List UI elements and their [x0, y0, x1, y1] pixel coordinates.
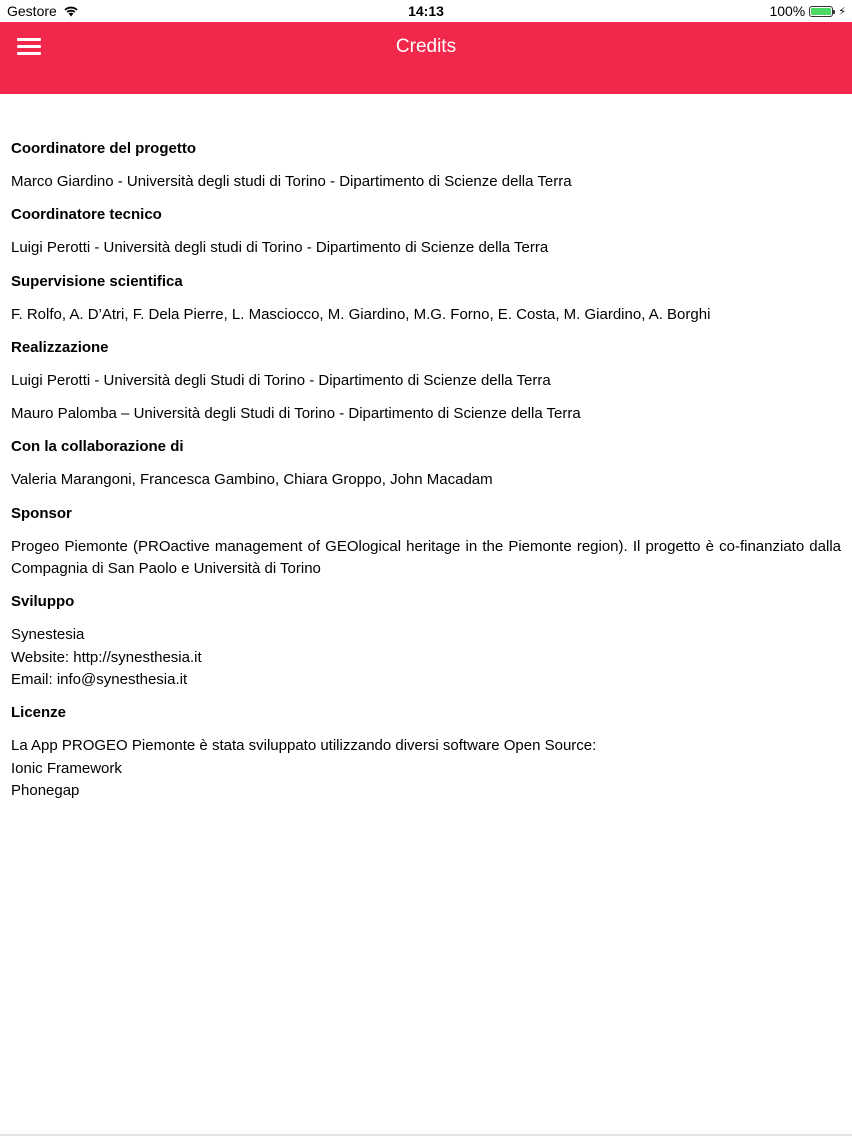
- section-text: [11, 735, 841, 802]
- section-heading: Coordinatore del progetto: [11, 140, 196, 157]
- section-text: Luigi Perotti - Università degli Studi di Torino - Dipartimento di Scienze della Terra: [11, 371, 551, 389]
- section-heading: Coordinatore tecnico: [11, 206, 162, 224]
- section-heading: Sponsor: [11, 504, 72, 522]
- section-heading: Con la collaborazione di: [11, 438, 184, 456]
- developer-name: Synestesia: [11, 626, 85, 644]
- carrier-name: Gestore: [7, 3, 57, 19]
- battery-percent: 100%: [769, 3, 806, 19]
- license-item: Phonegap: [11, 781, 80, 799]
- section-heading: Licenze: [11, 704, 67, 722]
- status-bar: [0, 0, 852, 22]
- section-realizzazione: [11, 337, 841, 426]
- section-licenze: [11, 702, 841, 802]
- section-text: [11, 624, 841, 691]
- battery-icon: [809, 6, 833, 17]
- section-heading: Sviluppo: [11, 593, 75, 611]
- battery-info: [769, 3, 846, 19]
- credits-content: [11, 138, 841, 813]
- section-text: Marco Giardino - Università degli studi di Torino - Dipartimento di Scienze della Terra: [11, 173, 572, 190]
- section-collaborazione: [11, 436, 841, 491]
- section-text: Luigi Perotti - Università degli studi di Torino - Dipartimento di Scienze della Terra: [11, 239, 549, 257]
- developer-website: Website: http://synesthesia.it: [11, 648, 202, 666]
- header-bar: [0, 22, 852, 94]
- section-heading: Realizzazione: [11, 338, 109, 356]
- license-item: Ionic Framework: [11, 759, 122, 777]
- section-sponsor: [11, 503, 841, 581]
- page-title: Credits: [395, 36, 457, 57]
- section-heading: Supervisione scientifica: [11, 272, 183, 290]
- section-text: F. Rolfo, A. D’Atri, F. Dela Pierre, L. Masciocco, M. Giardino, M.G. Forno, E. Costa, M. Giardino, A. Borghi: [11, 305, 711, 323]
- section-sviluppo: [11, 591, 841, 691]
- section-coordinatore-tecnico: [11, 204, 841, 259]
- section-coordinatore-progetto: [11, 138, 841, 193]
- section-text: Valeria Marangoni, Francesca Gambino, Chiara Groppo, John Macadam: [11, 471, 493, 489]
- section-text: Progeo Piemonte (PROactive management of GEOlogical heritage in the Piemonte region). Il progetto è co-finanziato dalla Compagnia di San Paolo e Università di Torino: [11, 537, 841, 578]
- section-text: Mauro Palomba – Università degli Studi di Torino - Dipartimento di Scienze della Terra: [11, 405, 581, 423]
- charging-bolt-icon: ⚡: [838, 5, 846, 18]
- section-supervisione: [11, 271, 841, 326]
- developer-email: Email: info@synesthesia.it: [11, 670, 188, 688]
- license-intro: La App PROGEO Piemonte è stata sviluppato utilizzando diversi software Open Source:: [11, 737, 597, 755]
- clock: 14:13: [408, 3, 444, 19]
